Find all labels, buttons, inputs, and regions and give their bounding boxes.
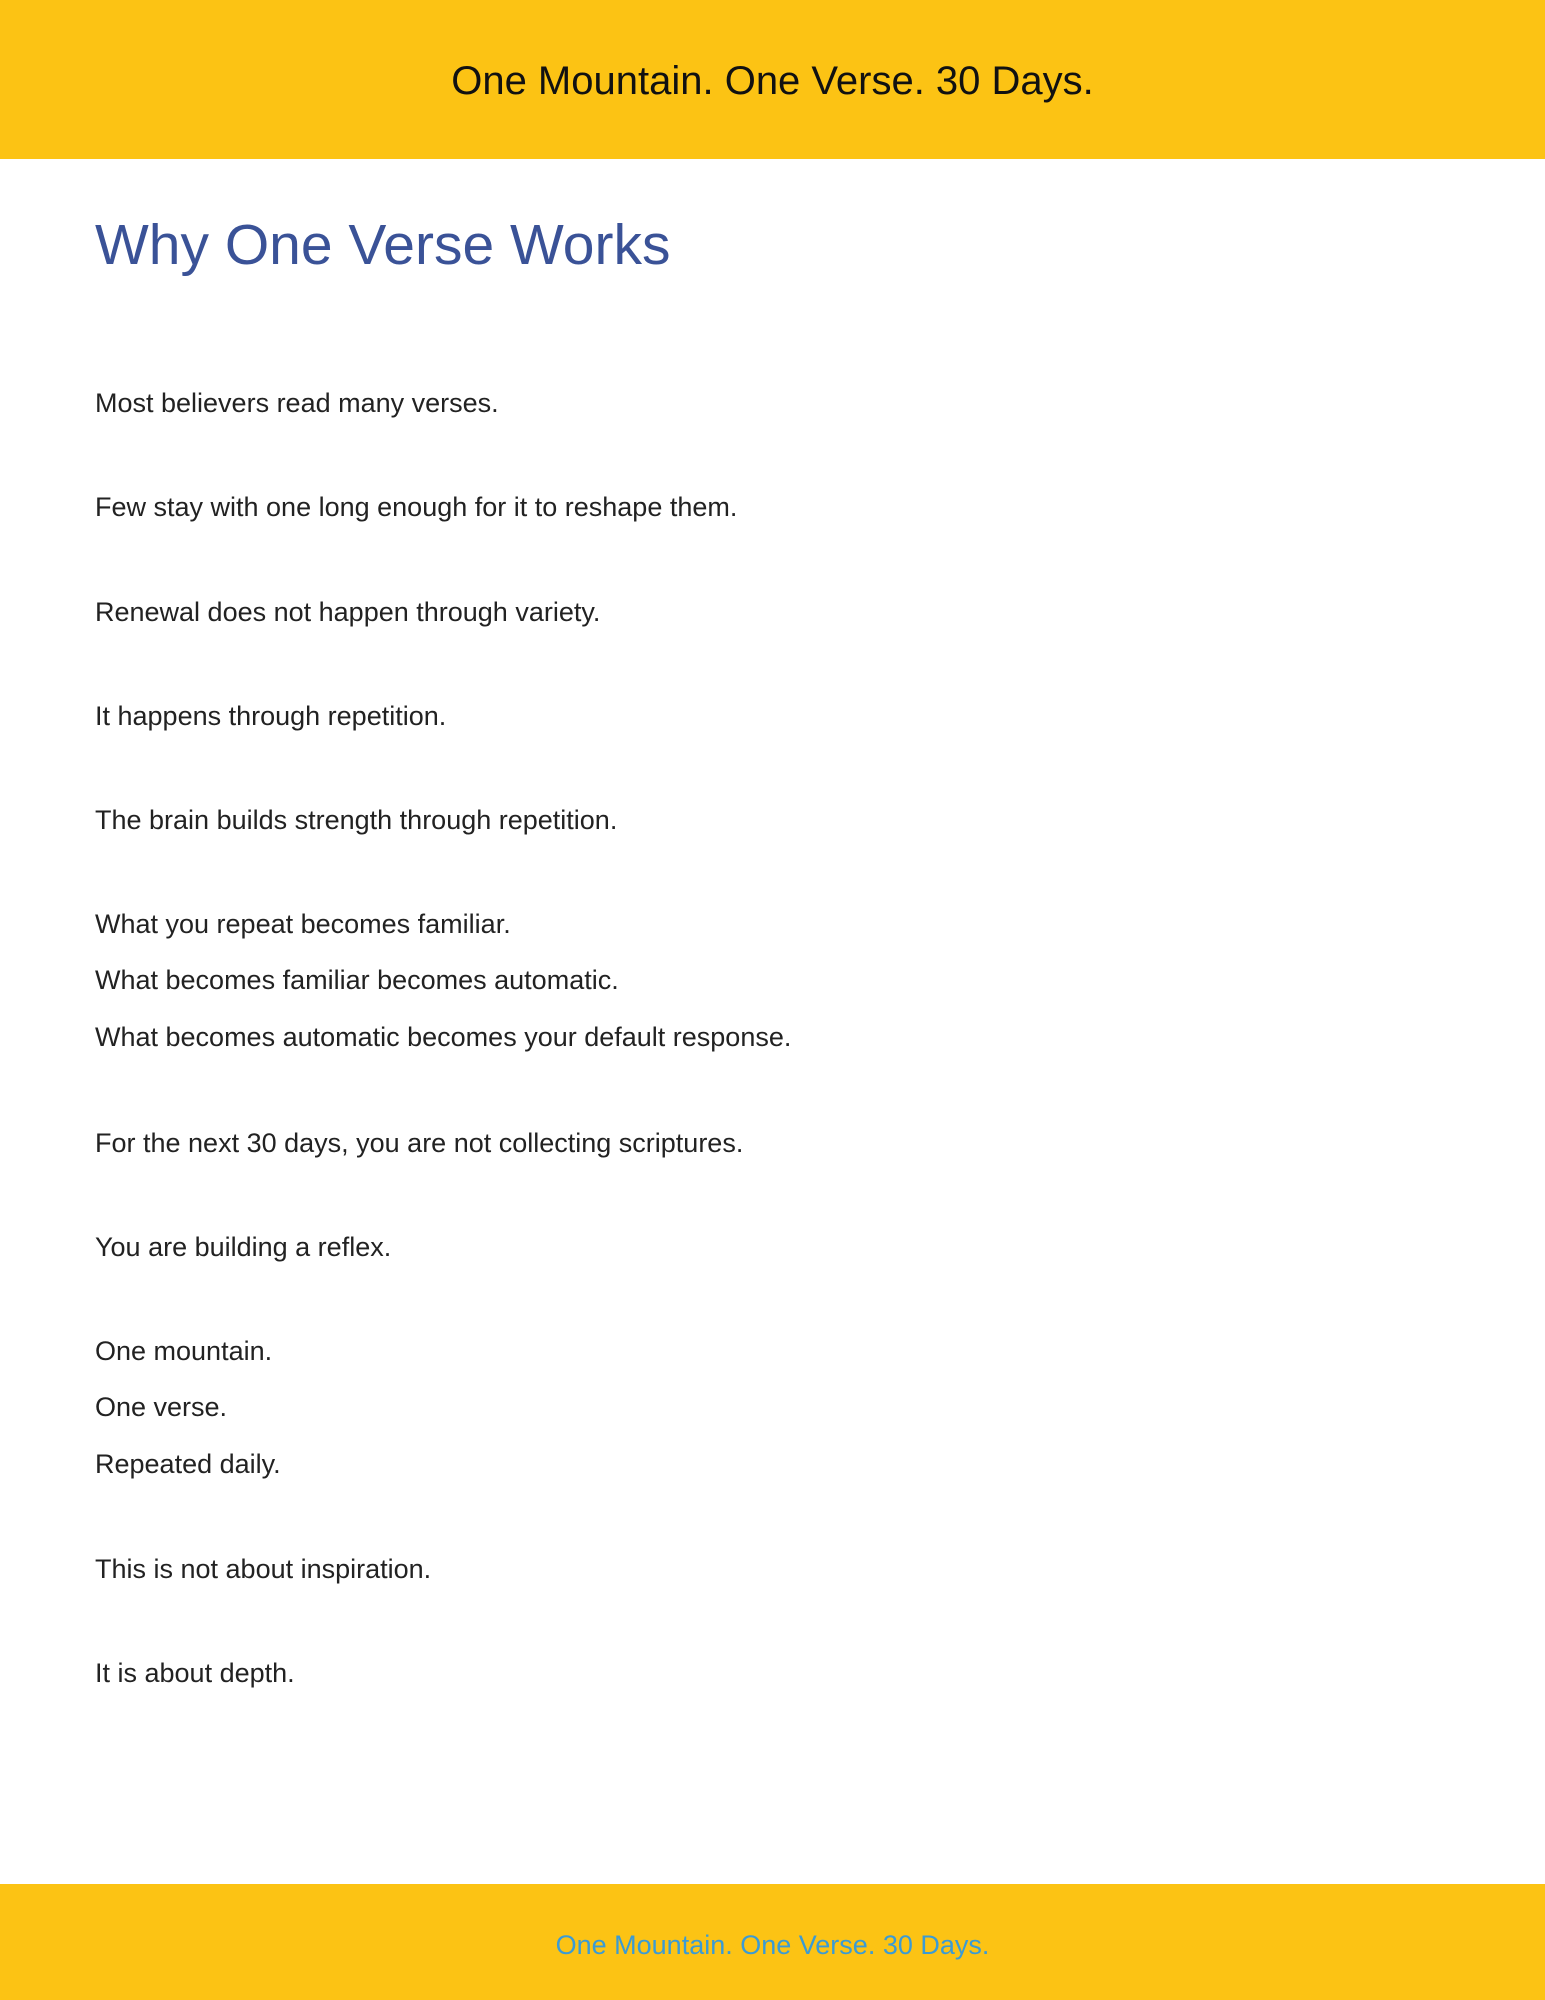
body-line: The brain builds strength through repetition. xyxy=(95,805,618,835)
body-line: One verse. xyxy=(95,1392,228,1422)
page-heading: Why One Verse Works xyxy=(95,213,671,277)
body-line: You are building a reflex. xyxy=(95,1232,392,1262)
footer-text: One Mountain. One Verse. 30 Days. xyxy=(555,1930,990,1960)
body-line: Renewal does not happen through variety. xyxy=(95,597,601,627)
body-line: What you repeat becomes familiar. xyxy=(95,909,511,939)
body-line: It is about depth. xyxy=(95,1658,295,1688)
body-line: One mountain. xyxy=(95,1336,273,1366)
body-line: This is not about inspiration. xyxy=(95,1554,432,1584)
body-line: Few stay with one long enough for it to reshape them. xyxy=(95,492,738,522)
header-title: One Mountain. One Verse. 30 Days. xyxy=(451,59,1094,103)
body-line: Repeated daily. xyxy=(95,1449,281,1479)
body-line: Most believers read many verses. xyxy=(95,388,499,418)
body-line: For the next 30 days, you are not collecting scriptures. xyxy=(95,1128,744,1158)
body-line: What becomes automatic becomes your default response. xyxy=(95,1022,792,1052)
body-line: It happens through repetition. xyxy=(95,701,447,731)
body-line: What becomes familiar becomes automatic. xyxy=(95,965,619,995)
